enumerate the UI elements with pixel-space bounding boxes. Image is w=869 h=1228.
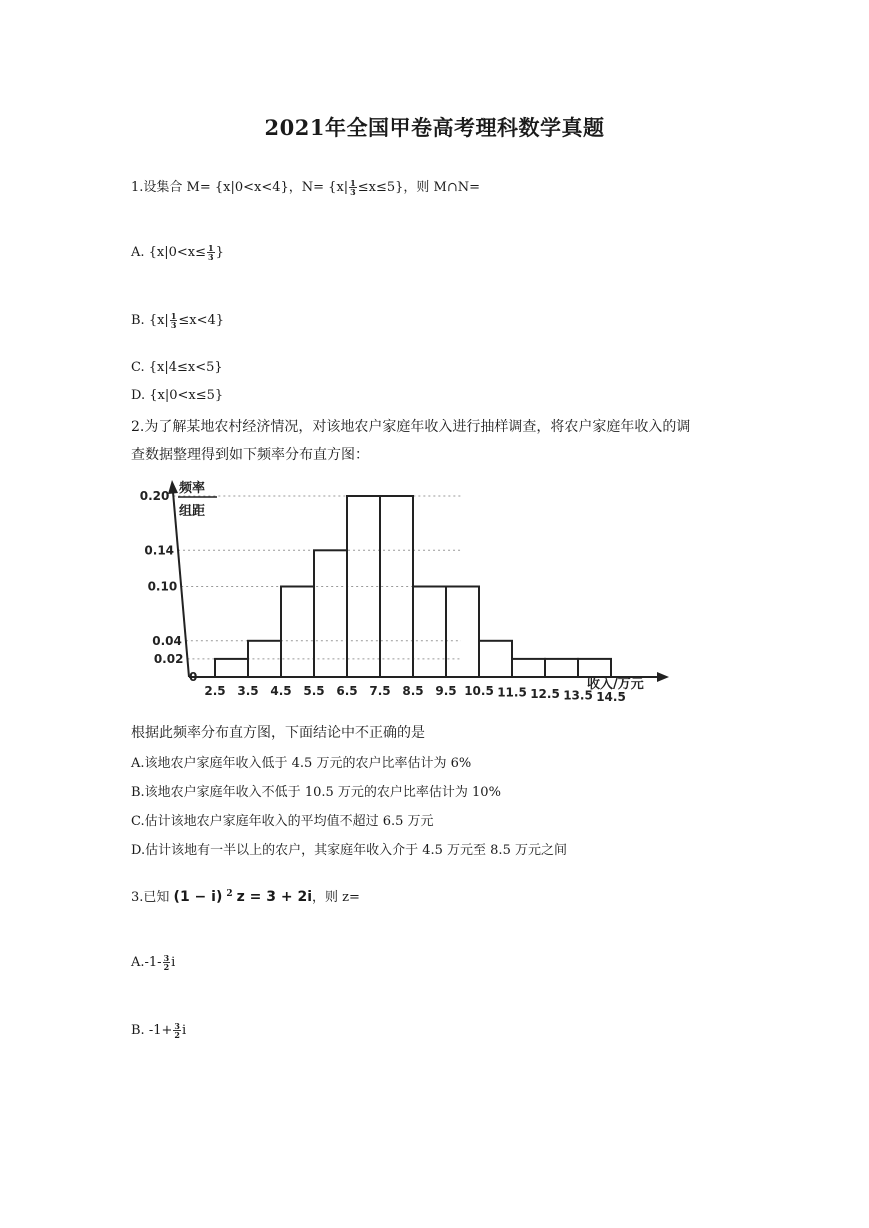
x-axis-arrow (657, 672, 669, 682)
x-tick-label: 10.5 (464, 684, 494, 698)
question-1-option-c: C. {x|4≤x<5} (131, 360, 223, 375)
question-2-option-b: B.该地农户家庭年收入不低于 10.5 万元的农户比率估计为 10% (131, 785, 501, 800)
x-tick-label: 7.5 (369, 684, 391, 698)
question-1-option-a: A. {x|0<x≤ $\frac{1}{3}$ } (131, 243, 224, 262)
y-tick-label: 0.10 (147, 579, 178, 594)
histogram-bar (314, 550, 347, 677)
question-2-stem-line2: 查数据整理得到如下频率分布直方图： (131, 447, 369, 463)
x-tick-label: 2.5 (204, 684, 226, 698)
histogram-bar (578, 659, 611, 677)
x-tick-label: 3.5 (237, 684, 259, 698)
question-3-option-b: B. -1+ $\frac{3}{2}$ i (131, 1021, 187, 1040)
x-tick-label: 11.5 (497, 685, 527, 700)
histogram-bar (281, 587, 314, 678)
x-tick-label: 5.5 (303, 684, 325, 698)
y-axis-label-numerator: 频率 (179, 481, 206, 496)
question-1-stem: 1.设集合 M= {x|0<x<4}，N= {x| $\frac{1}{3}$ ≤x≤5}，则 M∩N= (131, 178, 481, 197)
histogram-bar (215, 659, 248, 677)
x-tick-label: 4.5 (270, 684, 292, 698)
y-tick-label: 0.14 (144, 543, 175, 558)
y-tick-label: 0.04 (152, 633, 182, 648)
y-axis-label-denominator: 组距 (179, 504, 206, 519)
frequency-histogram (131, 470, 675, 712)
x-tick-label: 12.5 (530, 687, 560, 701)
y-axis-arrow (168, 480, 178, 494)
x-tick-label: 14.5 (596, 690, 626, 704)
y-tick-label: 0.20 (139, 489, 170, 503)
page-title: 2021年全国甲卷高考理科数学真题 (264, 115, 605, 140)
question-2-option-a: A.该地农户家庭年收入低于 4.5 万元的农户比率估计为 6% (131, 756, 472, 771)
histogram-bar (545, 659, 578, 677)
histogram-bar (512, 659, 545, 677)
histogram-bar (413, 587, 446, 678)
x-axis-label: 收入/万元 (587, 677, 644, 692)
question-2-stem-line1: 2.为了解某地农村经济情况，对该地农户家庭年收入进行抽样调查，将农户家庭年收入的调 (131, 419, 691, 435)
question-2-option-c: C.估计该地农户家庭年收入的平均值不超过 6.5 万元 (131, 814, 434, 829)
x-tick-label: 13.5 (563, 688, 593, 703)
question-2-option-d: D.估计该地有一半以上的农户，其家庭年收入介于 4.5 万元至 8.5 万元之间 (131, 843, 567, 858)
question-1-option-d: D. {x|0<x≤5} (131, 388, 224, 403)
x-tick-label: 8.5 (402, 684, 424, 698)
question-2-prompt: 根据此频率分布直方图，下面结论中不正确的是 (131, 725, 425, 741)
question-3-stem: 3.已知 (1 − i) $^2$ z = 3 + 2i，则 z= (131, 888, 360, 905)
y-tick-label: 0.02 (153, 651, 184, 666)
histogram-bar (479, 641, 512, 677)
histogram-bar (446, 587, 479, 678)
question-1-option-b: B. {x| $\frac{1}{3}$ ≤x<4} (131, 311, 225, 330)
fraction-one-third: $\frac{1}{3}$ (350, 178, 356, 197)
question-3-option-a: A.-1- $\frac{3}{2}$ i (131, 953, 176, 972)
origin-label: 0 (189, 670, 198, 684)
x-tick-label: 9.5 (435, 684, 457, 698)
x-tick-label: 6.5 (336, 684, 358, 698)
